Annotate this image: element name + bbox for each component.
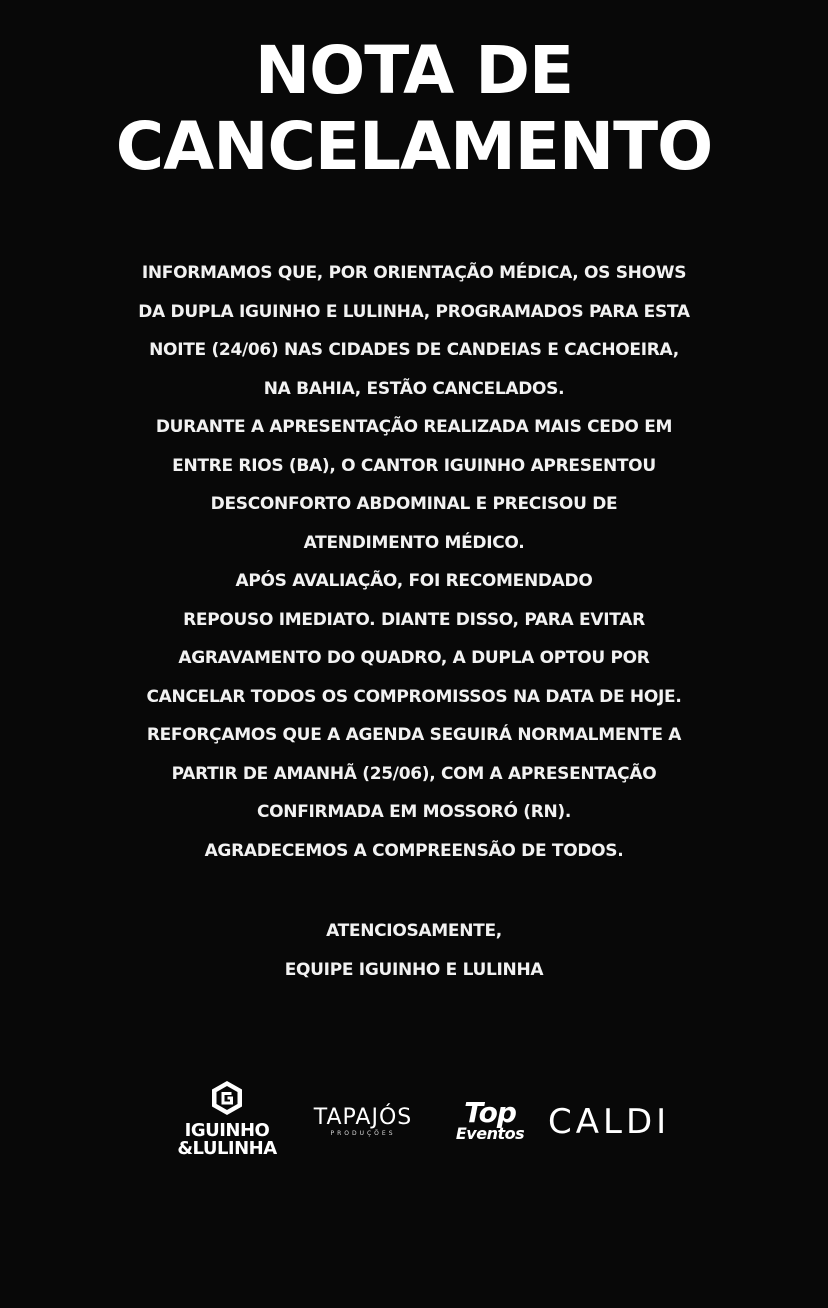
body-line: DA DUPLA IGUINHO E LULINHA, PROGRAMADOS PARA ESTA bbox=[138, 301, 690, 322]
sponsor-logos bbox=[0, 1076, 828, 1166]
iguinho-logo-text: IGUINHO bbox=[184, 1120, 270, 1141]
top-eventos-logo bbox=[444, 1096, 536, 1150]
iguinho-lulinha-logo bbox=[168, 1080, 286, 1162]
eventos-logo-text: Eventos bbox=[455, 1124, 525, 1143]
body-line: REFORÇAMOS QUE A AGENDA SEGUIRÁ NORMALMENTE A bbox=[146, 725, 682, 745]
body-line: PARTIR DE AMANHÃ (25/06), COM A APRESENTAÇÃO bbox=[171, 763, 657, 784]
body-line: NOITE (24/06) NAS CIDADES DE CANDEIAS E CACHOEIRA, bbox=[149, 340, 679, 360]
body-line: ATENDIMENTO MÉDICO. bbox=[303, 532, 525, 553]
body-line: NA BAHIA, ESTÃO CANCELADOS. bbox=[263, 378, 565, 399]
closing-greeting: ATENCIOSAMENTE, bbox=[326, 921, 502, 941]
tapajos-logo-subtext: PRODUÇÕES bbox=[330, 1130, 396, 1137]
top-logo-text: Top bbox=[464, 1096, 516, 1129]
lulinha-logo-text: &LULINHA bbox=[177, 1138, 277, 1159]
closing-team: EQUIPE IGUINHO E LULINHA bbox=[284, 960, 544, 980]
body-line: APÓS AVALIAÇÃO, FOI RECOMENDADO bbox=[235, 571, 593, 591]
tapajos-logo bbox=[296, 1106, 430, 1150]
body-line: AGRAVAMENTO DO QUADRO, A DUPLA OPTOU POR bbox=[178, 648, 650, 668]
title-line-2: CANCELAMENTO bbox=[115, 108, 713, 185]
note-body bbox=[60, 254, 768, 870]
body-line: DESCONFORTO ABDOMINAL E PRECISOU DE bbox=[210, 494, 618, 514]
body-line: CANCELAR TODOS OS COMPROMISSOS NA DATA DE HOJE. bbox=[146, 686, 682, 707]
ig-emblem-icon bbox=[210, 1080, 244, 1116]
body-line: INFORMAMOS QUE, POR ORIENTAÇÃO MÉDICA, OS SHOWS bbox=[141, 263, 687, 283]
tapajos-logo-text: TAPAJÓS bbox=[313, 1105, 413, 1130]
caldi-logo: CALDI bbox=[548, 1102, 671, 1142]
title-line-1: NOTA DE bbox=[254, 32, 574, 109]
closing-signature bbox=[60, 912, 768, 990]
body-line: DURANTE A APRESENTAÇÃO REALIZADA MAIS CEDO EM bbox=[155, 417, 673, 437]
body-line: REPOUSO IMEDIATO. DIANTE DISSO, PARA EVITAR bbox=[183, 609, 645, 630]
body-line: AGRADECEMOS A COMPREENSÃO DE TODOS. bbox=[204, 840, 624, 861]
body-line: ENTRE RIOS (BA), O CANTOR IGUINHO APRESENTOU bbox=[172, 455, 656, 476]
body-line: CONFIRMADA EM MOSSORÓ (RN). bbox=[256, 802, 572, 822]
